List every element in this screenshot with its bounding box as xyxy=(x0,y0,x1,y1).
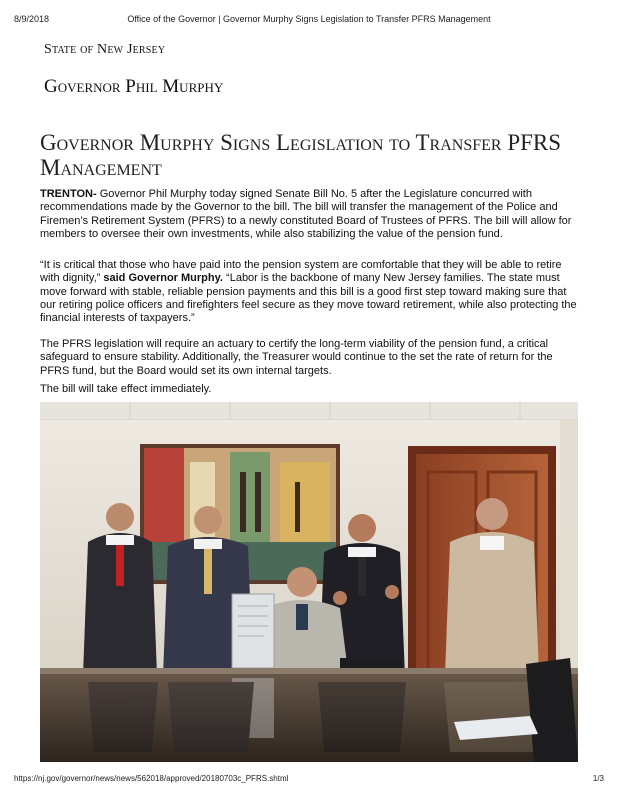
paragraph-intro-text: Governor Phil Murphy today signed Senate Bill No. 5 after the Legislature concurred with recommendations made by the Governor to the bill. The bill will transfer the management of the Police and Firemen’s Retirement System (PFRS) to a newly constituted Board of Trustees of PFRS. The bill will allow for members to oversee their own investments, while also stabilizing the value of the pension fund. xyxy=(40,188,572,240)
print-page-number: 1/3 xyxy=(592,774,604,783)
dateline: TRENTON- xyxy=(40,188,97,200)
print-page-title: Office of the Governor | Governor Murphy Signs Legislation to Transfer PFRS Management xyxy=(127,14,491,24)
paragraph-intro xyxy=(40,188,580,241)
paragraph-quote xyxy=(40,259,580,325)
signing-photo xyxy=(40,402,578,762)
print-url[interactable]: https://nj.gov/governor/news/news/562018/approved/20180703c_PFRS.shtml xyxy=(14,774,289,783)
page-title: Governor Murphy Signs Legislation to Transfer PFRS Management xyxy=(40,130,562,180)
signing-photo-illustration xyxy=(40,402,578,762)
quote-part-1: “It is critical that those who have paid into the pension system are comfortable that they will be able to retire with dignity,” xyxy=(40,259,562,285)
paragraph-details: The PFRS legislation will require an actuary to certify the long-term viability of the pension fund, a critical safeguard to ensure stability. Additionally, the Treasurer would continue to the set the rate of return for the PFRS fund, but the Board would set its own internal targets. xyxy=(40,338,553,377)
quote-part-2: “Labor is the backbone of many New Jersey families. The state must move forward with stable, reliable pension payments and this bill is a good first step toward making sure that our retiring police officers and firefighters feel secure as they move toward retirement, while also protecting the financial interests of taxpayers.” xyxy=(40,272,577,325)
state-label[interactable]: State of New Jersey xyxy=(44,42,166,57)
paragraph-effective: The bill will take effect immediately. xyxy=(40,383,212,395)
governor-label[interactable]: Governor Phil Murphy xyxy=(44,76,224,97)
print-header xyxy=(0,14,618,26)
print-date: 8/9/2018 xyxy=(14,14,50,24)
quote-attribution: said Governor Murphy. xyxy=(100,272,223,285)
